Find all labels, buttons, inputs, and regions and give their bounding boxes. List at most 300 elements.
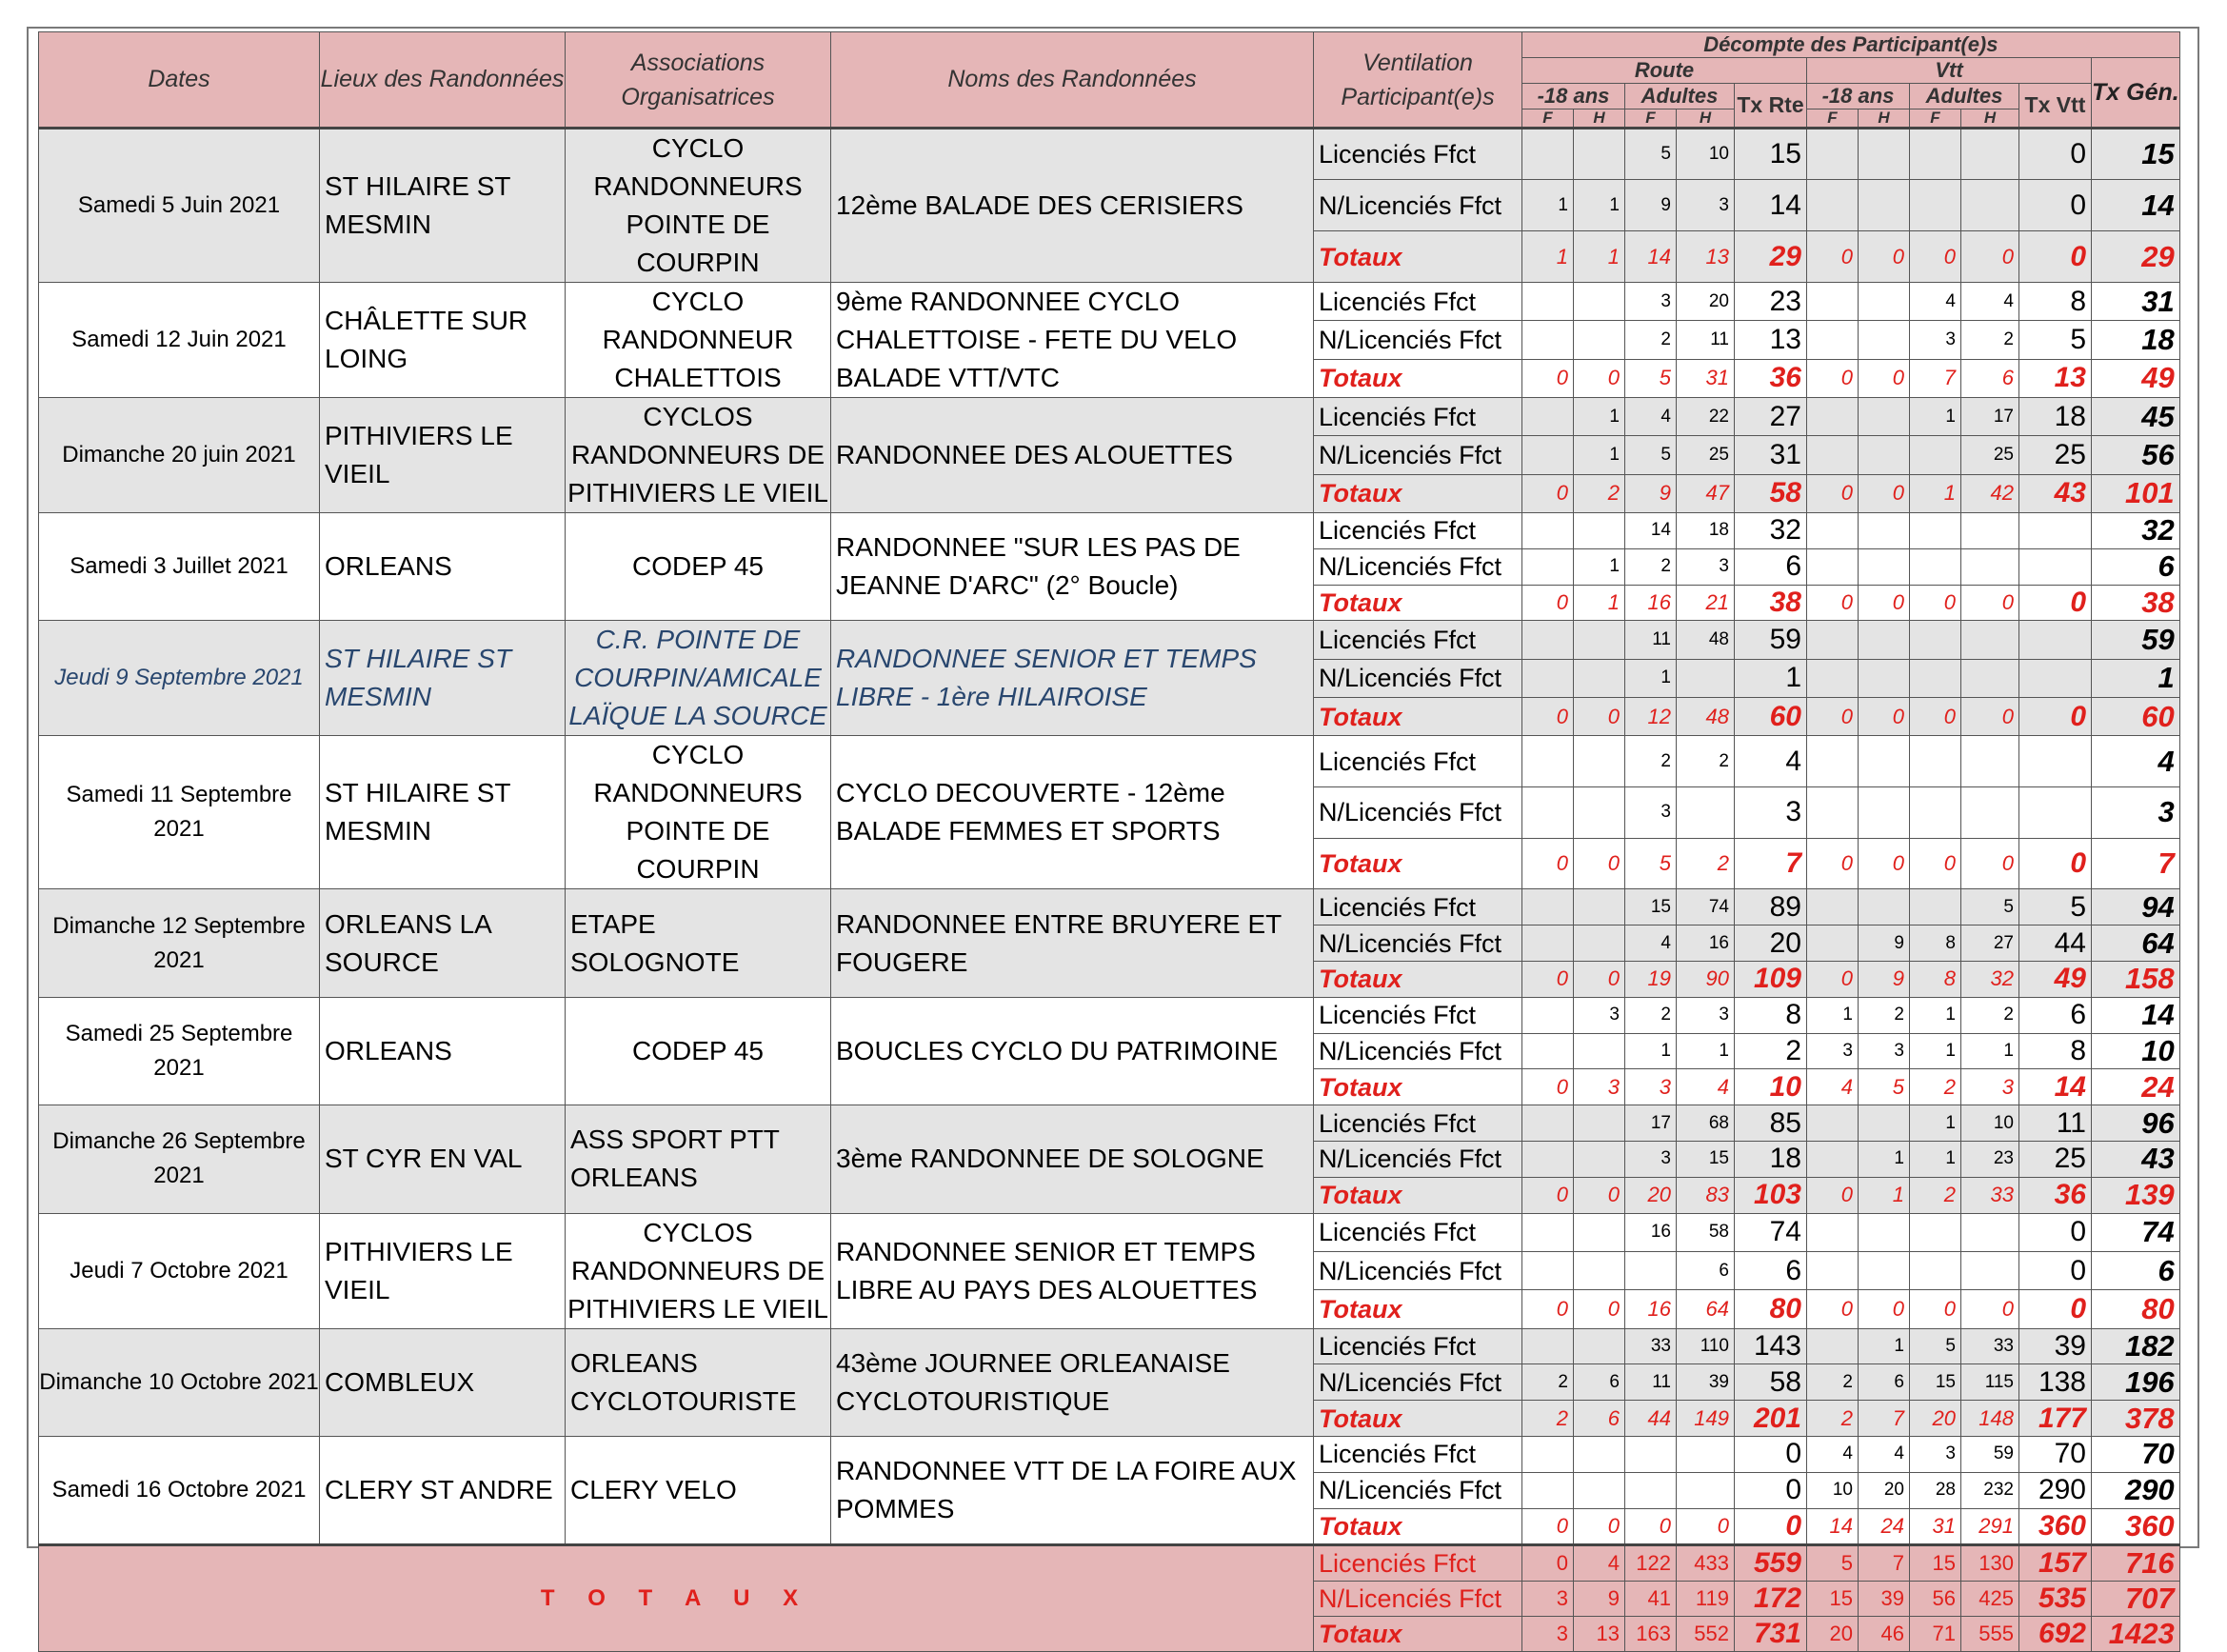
ventilation-label: N/Licenciés Ffct xyxy=(1314,436,1522,474)
tx-rte-cell: 13 xyxy=(1735,321,1807,359)
count-cell xyxy=(1961,621,2019,659)
count-cell: 13 xyxy=(1677,231,1735,283)
count-cell: 28 xyxy=(1910,1472,1961,1508)
count-cell: 1 xyxy=(1910,1105,1961,1142)
header-vtt-adultes: Adultes xyxy=(1910,84,2019,109)
count-cell: 5 xyxy=(1625,359,1677,397)
tx-gen-cell: 3 xyxy=(2092,787,2180,839)
count-cell xyxy=(1807,321,1859,359)
count-cell: 64 xyxy=(1677,1290,1735,1328)
count-cell: 0 xyxy=(1807,961,1859,997)
count-cell xyxy=(1574,621,1625,659)
ventilation-label: Totaux xyxy=(1314,231,1522,283)
tx-rte-cell: 1 xyxy=(1735,659,1807,697)
event-nom: RANDONNEE VTT DE LA FOIRE AUX POMMES xyxy=(831,1436,1314,1544)
tx-rte-cell: 10 xyxy=(1735,1069,1807,1105)
event-lieu: COMBLEUX xyxy=(320,1328,566,1436)
count-cell: 8 xyxy=(1910,926,1961,962)
count-cell: 58 xyxy=(1677,1213,1735,1251)
count-cell: 2 xyxy=(1961,997,2019,1033)
count-cell: 9 xyxy=(1859,961,1910,997)
tx-rte-cell: 60 xyxy=(1735,698,1807,736)
event-lieu: ORLEANS LA SOURCE xyxy=(320,889,566,997)
count-cell: 15 xyxy=(1910,1364,1961,1401)
count-cell: 0 xyxy=(1859,474,1910,512)
count-cell: 32 xyxy=(1961,961,2019,997)
tx-rte-cell: 27 xyxy=(1735,398,1807,436)
ventilation-label: Licenciés Ffct xyxy=(1314,283,1522,321)
count-cell: 33 xyxy=(1961,1177,2019,1213)
count-cell: 2 xyxy=(1625,321,1677,359)
tx-rte-cell: 18 xyxy=(1735,1141,1807,1177)
count-cell: 39 xyxy=(1859,1581,1910,1616)
count-cell: 2 xyxy=(1625,548,1677,585)
ventilation-label: Licenciés Ffct xyxy=(1314,736,1522,787)
count-cell: 7 xyxy=(1859,1401,1910,1437)
header-tx-gen: Tx Gén. xyxy=(2092,58,2180,129)
count-cell: 9 xyxy=(1625,180,1677,231)
tx-vtt-cell: 0 xyxy=(2019,180,2092,231)
count-cell: 149 xyxy=(1677,1401,1735,1437)
count-cell: 6 xyxy=(1961,359,2019,397)
count-cell: 2 xyxy=(1522,1401,1574,1437)
count-cell: 3 xyxy=(1910,1436,1961,1472)
tx-rte-cell: 23 xyxy=(1735,283,1807,321)
count-cell: 6 xyxy=(1574,1401,1625,1437)
ventilation-label: N/Licenciés Ffct xyxy=(1314,1364,1522,1401)
ventilation-label: Licenciés Ffct xyxy=(1314,1436,1522,1472)
count-cell xyxy=(1807,659,1859,697)
count-cell xyxy=(1807,1251,1859,1289)
count-cell xyxy=(1859,787,1910,839)
count-cell xyxy=(1807,1328,1859,1364)
tx-gen-cell: 378 xyxy=(2092,1401,2180,1437)
tx-rte-cell: 109 xyxy=(1735,961,1807,997)
count-cell: 1 xyxy=(1522,231,1574,283)
event-nom: 9ème RANDONNEE CYCLO CHALETTOISE - FETE DU VELO BALADE VTT/VTC xyxy=(831,283,1314,398)
ventilation-label: N/Licenciés Ffct xyxy=(1314,1581,1522,1616)
count-cell: 2 xyxy=(1625,997,1677,1033)
count-cell: 7 xyxy=(1859,1544,1910,1581)
count-cell: 14 xyxy=(1625,513,1677,549)
event-association: CYCLO RANDONNEURS POINTE DE COURPIN xyxy=(566,129,831,283)
count-cell: 9 xyxy=(1574,1581,1625,1616)
count-cell: 1 xyxy=(1859,1141,1910,1177)
count-cell xyxy=(1574,1141,1625,1177)
count-cell xyxy=(1910,180,1961,231)
tx-vtt-cell: 8 xyxy=(2019,1033,2092,1069)
count-cell xyxy=(1807,926,1859,962)
count-cell xyxy=(1859,436,1910,474)
ventilation-label: Totaux xyxy=(1314,1616,1522,1651)
tx-gen-cell: 94 xyxy=(2092,889,2180,926)
count-cell xyxy=(1807,398,1859,436)
count-cell xyxy=(1522,548,1574,585)
count-cell: 2 xyxy=(1910,1069,1961,1105)
count-cell xyxy=(1910,129,1961,180)
count-cell: 0 xyxy=(1807,585,1859,621)
count-cell: 33 xyxy=(1625,1328,1677,1364)
count-cell xyxy=(1859,889,1910,926)
tx-rte-cell: 15 xyxy=(1735,129,1807,180)
count-cell: 0 xyxy=(1910,231,1961,283)
ventilation-label: Totaux xyxy=(1314,838,1522,889)
count-cell: 23 xyxy=(1961,1141,2019,1177)
tx-rte-cell: 0 xyxy=(1735,1508,1807,1544)
tx-vtt-cell: 0 xyxy=(2019,129,2092,180)
count-cell xyxy=(1859,1251,1910,1289)
event-date: Samedi 11 Septembre 2021 xyxy=(39,736,320,889)
tx-vtt-cell: 157 xyxy=(2019,1544,2092,1581)
count-cell xyxy=(1961,513,2019,549)
count-cell xyxy=(1574,1328,1625,1364)
count-cell: 41 xyxy=(1625,1581,1677,1616)
tx-gen-cell: 60 xyxy=(2092,698,2180,736)
event-date: Samedi 12 Juin 2021 xyxy=(39,283,320,398)
count-cell: 0 xyxy=(1910,585,1961,621)
ventilation-label: Totaux xyxy=(1314,1508,1522,1544)
count-cell: 0 xyxy=(1807,1290,1859,1328)
table-row xyxy=(39,997,2180,1033)
count-cell: 1 xyxy=(1910,997,1961,1033)
count-cell xyxy=(1859,1213,1910,1251)
count-cell: 0 xyxy=(1574,961,1625,997)
count-cell: 5 xyxy=(1859,1069,1910,1105)
header-ventilation: Ventilation Participant(e)s xyxy=(1314,32,1522,129)
count-cell: 0 xyxy=(1522,698,1574,736)
table-row xyxy=(39,1105,2180,1142)
count-cell: 0 xyxy=(1910,838,1961,889)
count-cell: 16 xyxy=(1625,1213,1677,1251)
count-cell: 24 xyxy=(1859,1508,1910,1544)
event-lieu: ORLEANS xyxy=(320,997,566,1105)
table-row xyxy=(39,621,2180,659)
table-row xyxy=(39,1436,2180,1472)
header-dates: Dates xyxy=(39,32,320,129)
event-association: C.R. POINTE DE COURPIN/AMICALE LAÏQUE LA SOURCE xyxy=(566,621,831,736)
count-cell: 25 xyxy=(1961,436,2019,474)
count-cell: 44 xyxy=(1625,1401,1677,1437)
count-cell: 0 xyxy=(1574,1508,1625,1544)
header-route: Route xyxy=(1522,58,1807,84)
count-cell: 0 xyxy=(1522,474,1574,512)
tx-vtt-cell: 535 xyxy=(2019,1581,2092,1616)
ventilation-label: Totaux xyxy=(1314,585,1522,621)
tx-gen-cell: 80 xyxy=(2092,1290,2180,1328)
event-date: Jeudi 7 Octobre 2021 xyxy=(39,1213,320,1328)
count-cell: 2 xyxy=(1522,1364,1574,1401)
tx-vtt-cell: 138 xyxy=(2019,1364,2092,1401)
tx-rte-cell: 3 xyxy=(1735,787,1807,839)
count-cell xyxy=(1807,621,1859,659)
ventilation-label: N/Licenciés Ffct xyxy=(1314,659,1522,697)
count-cell: 0 xyxy=(1677,1508,1735,1544)
count-cell xyxy=(1574,659,1625,697)
tx-rte-cell: 38 xyxy=(1735,585,1807,621)
count-cell: 20 xyxy=(1807,1616,1859,1651)
tx-gen-cell: 716 xyxy=(2092,1544,2180,1581)
count-cell xyxy=(1961,180,2019,231)
tx-gen-cell: 32 xyxy=(2092,513,2180,549)
tx-gen-cell: 74 xyxy=(2092,1213,2180,1251)
tx-vtt-cell: 5 xyxy=(2019,321,2092,359)
header-h: H xyxy=(1574,109,1625,129)
ventilation-label: N/Licenciés Ffct xyxy=(1314,548,1522,585)
count-cell: 115 xyxy=(1961,1364,2019,1401)
tx-rte-cell: 2 xyxy=(1735,1033,1807,1069)
count-cell: 0 xyxy=(1807,231,1859,283)
count-cell: 552 xyxy=(1677,1616,1735,1651)
count-cell: 0 xyxy=(1859,1290,1910,1328)
tx-vtt-cell: 0 xyxy=(2019,231,2092,283)
count-cell xyxy=(1807,889,1859,926)
tx-vtt-cell xyxy=(2019,736,2092,787)
count-cell: 5 xyxy=(1807,1544,1859,1581)
count-cell xyxy=(1574,1251,1625,1289)
event-lieu: ST HILAIRE ST MESMIN xyxy=(320,736,566,889)
event-lieu: ORLEANS xyxy=(320,513,566,621)
tx-gen-cell: 15 xyxy=(2092,129,2180,180)
count-cell: 15 xyxy=(1910,1544,1961,1581)
count-cell: 3 xyxy=(1522,1616,1574,1651)
tx-gen-cell: 59 xyxy=(2092,621,2180,659)
count-cell: 27 xyxy=(1961,926,2019,962)
count-cell: 12 xyxy=(1625,698,1677,736)
tx-vtt-cell: 39 xyxy=(2019,1328,2092,1364)
ventilation-label: Licenciés Ffct xyxy=(1314,513,1522,549)
count-cell xyxy=(1574,787,1625,839)
count-cell xyxy=(1625,1436,1677,1472)
event-nom: CYCLO DECOUVERTE - 12ème BALADE FEMMES ET SPORTS xyxy=(831,736,1314,889)
table-row xyxy=(39,1213,2180,1251)
count-cell: 0 xyxy=(1522,585,1574,621)
count-cell xyxy=(1807,1105,1859,1142)
ventilation-label: Totaux xyxy=(1314,698,1522,736)
tx-vtt-cell: 25 xyxy=(2019,1141,2092,1177)
count-cell: 1 xyxy=(1910,398,1961,436)
totals-label: T O T A U X xyxy=(39,1544,1314,1651)
tx-vtt-cell: 0 xyxy=(2019,1213,2092,1251)
header-h: H xyxy=(1859,109,1910,129)
tx-vtt-cell: 25 xyxy=(2019,436,2092,474)
tx-rte-cell: 20 xyxy=(1735,926,1807,962)
tx-vtt-cell: 290 xyxy=(2019,1472,2092,1508)
count-cell: 22 xyxy=(1677,398,1735,436)
tx-rte-cell: 0 xyxy=(1735,1472,1807,1508)
count-cell: 15 xyxy=(1625,889,1677,926)
count-cell: 0 xyxy=(1961,698,2019,736)
participants-table xyxy=(38,31,2180,1652)
tx-vtt-cell: 49 xyxy=(2019,961,2092,997)
count-cell: 0 xyxy=(1859,838,1910,889)
count-cell xyxy=(1910,736,1961,787)
count-cell: 1 xyxy=(1859,1328,1910,1364)
count-cell xyxy=(1625,1472,1677,1508)
count-cell: 0 xyxy=(1574,838,1625,889)
tx-rte-cell: 731 xyxy=(1735,1616,1807,1651)
count-cell xyxy=(1859,736,1910,787)
ventilation-label: Totaux xyxy=(1314,1069,1522,1105)
ventilation-label: N/Licenciés Ffct xyxy=(1314,926,1522,962)
table-row xyxy=(39,889,2180,926)
count-cell xyxy=(1677,1472,1735,1508)
count-cell: 1 xyxy=(1625,659,1677,697)
count-cell: 1 xyxy=(1859,1177,1910,1213)
count-cell xyxy=(1859,129,1910,180)
ventilation-label: Licenciés Ffct xyxy=(1314,889,1522,926)
tx-gen-cell: 101 xyxy=(2092,474,2180,512)
count-cell xyxy=(1574,1105,1625,1142)
tx-vtt-cell xyxy=(2019,787,2092,839)
count-cell: 0 xyxy=(1574,698,1625,736)
header-tx-vtt: Tx Vtt xyxy=(2019,84,2092,129)
event-association: CODEP 45 xyxy=(566,997,831,1105)
count-cell xyxy=(1859,180,1910,231)
count-cell: 291 xyxy=(1961,1508,2019,1544)
tx-rte-cell: 172 xyxy=(1735,1581,1807,1616)
count-cell: 74 xyxy=(1677,889,1735,926)
ventilation-label: Licenciés Ffct xyxy=(1314,997,1522,1033)
event-date: Dimanche 20 juin 2021 xyxy=(39,398,320,513)
count-cell: 48 xyxy=(1677,698,1735,736)
count-cell xyxy=(1522,736,1574,787)
event-nom: 43ème JOURNEE ORLEANAISE CYCLOTOURISTIQUE xyxy=(831,1328,1314,1436)
count-cell: 39 xyxy=(1677,1364,1735,1401)
event-date: Samedi 25 Septembre 2021 xyxy=(39,997,320,1105)
count-cell: 31 xyxy=(1677,359,1735,397)
ventilation-label: N/Licenciés Ffct xyxy=(1314,1141,1522,1177)
tx-gen-cell: 10 xyxy=(2092,1033,2180,1069)
tx-vtt-cell: 6 xyxy=(2019,997,2092,1033)
count-cell: 11 xyxy=(1625,621,1677,659)
table-row xyxy=(39,736,2180,787)
count-cell: 3 xyxy=(1625,1069,1677,1105)
count-cell xyxy=(1910,513,1961,549)
tx-gen-cell: 139 xyxy=(2092,1177,2180,1213)
count-cell: 2 xyxy=(1807,1364,1859,1401)
ventilation-label: N/Licenciés Ffct xyxy=(1314,180,1522,231)
count-cell: 20 xyxy=(1859,1472,1910,1508)
count-cell xyxy=(1574,283,1625,321)
count-cell: 0 xyxy=(1807,1177,1859,1213)
count-cell xyxy=(1807,436,1859,474)
event-association: CLERY VELO xyxy=(566,1436,831,1544)
tx-rte-cell: 85 xyxy=(1735,1105,1807,1142)
count-cell: 0 xyxy=(1807,698,1859,736)
count-cell: 0 xyxy=(1859,359,1910,397)
count-cell: 4 xyxy=(1625,398,1677,436)
tx-vtt-cell: 0 xyxy=(2019,585,2092,621)
count-cell xyxy=(1522,621,1574,659)
ventilation-label: Totaux xyxy=(1314,961,1522,997)
count-cell xyxy=(1961,659,2019,697)
count-cell xyxy=(1859,548,1910,585)
count-cell xyxy=(1807,548,1859,585)
count-cell: 4 xyxy=(1574,1544,1625,1581)
header-route-moins18: -18 ans xyxy=(1522,84,1625,109)
tx-rte-cell: 14 xyxy=(1735,180,1807,231)
count-cell: 71 xyxy=(1910,1616,1961,1651)
tx-vtt-cell: 0 xyxy=(2019,1290,2092,1328)
tx-gen-cell: 29 xyxy=(2092,231,2180,283)
count-cell: 3 xyxy=(1677,997,1735,1033)
count-cell: 425 xyxy=(1961,1581,2019,1616)
count-cell: 1 xyxy=(1574,180,1625,231)
tx-rte-cell: 201 xyxy=(1735,1401,1807,1437)
tx-rte-cell: 103 xyxy=(1735,1177,1807,1213)
count-cell xyxy=(1522,997,1574,1033)
count-cell xyxy=(1961,736,2019,787)
tx-rte-cell: 29 xyxy=(1735,231,1807,283)
tx-vtt-cell: 692 xyxy=(2019,1616,2092,1651)
count-cell xyxy=(1807,1213,1859,1251)
ventilation-label: Licenciés Ffct xyxy=(1314,1544,1522,1581)
event-date: Samedi 5 Juin 2021 xyxy=(39,129,320,283)
tx-vtt-cell: 18 xyxy=(2019,398,2092,436)
count-cell: 148 xyxy=(1961,1401,2019,1437)
event-lieu: PITHIVIERS LE VIEIL xyxy=(320,398,566,513)
count-cell xyxy=(1859,513,1910,549)
ventilation-label: Licenciés Ffct xyxy=(1314,1328,1522,1364)
tx-gen-cell: 290 xyxy=(2092,1472,2180,1508)
count-cell xyxy=(1961,129,2019,180)
count-cell: 0 xyxy=(1522,961,1574,997)
count-cell: 555 xyxy=(1961,1616,2019,1651)
tx-vtt-cell: 8 xyxy=(2019,283,2092,321)
header-f: F xyxy=(1625,109,1677,129)
count-cell: 1 xyxy=(1574,585,1625,621)
event-nom: RANDONNEE SENIOR ET TEMPS LIBRE AU PAYS DES ALOUETTES xyxy=(831,1213,1314,1328)
count-cell: 15 xyxy=(1677,1141,1735,1177)
event-nom: BOUCLES CYCLO DU PATRIMOINE xyxy=(831,997,1314,1105)
tx-vtt-cell: 14 xyxy=(2019,1069,2092,1105)
ventilation-label: Totaux xyxy=(1314,1290,1522,1328)
count-cell: 4 xyxy=(1961,283,2019,321)
count-cell: 0 xyxy=(1859,231,1910,283)
tx-gen-cell: 14 xyxy=(2092,997,2180,1033)
count-cell: 11 xyxy=(1677,321,1735,359)
count-cell: 5 xyxy=(1910,1328,1961,1364)
count-cell: 1 xyxy=(1910,474,1961,512)
tx-vtt-cell: 43 xyxy=(2019,474,2092,512)
count-cell: 46 xyxy=(1859,1616,1910,1651)
ventilation-label: N/Licenciés Ffct xyxy=(1314,1251,1522,1289)
count-cell xyxy=(1522,321,1574,359)
tx-gen-cell: 49 xyxy=(2092,359,2180,397)
count-cell xyxy=(1574,1213,1625,1251)
count-cell: 3 xyxy=(1807,1033,1859,1069)
count-cell xyxy=(1677,659,1735,697)
count-cell: 0 xyxy=(1574,359,1625,397)
tx-gen-cell: 707 xyxy=(2092,1581,2180,1616)
count-cell: 1 xyxy=(1574,548,1625,585)
count-cell xyxy=(1910,436,1961,474)
event-lieu: ST CYR EN VAL xyxy=(320,1105,566,1213)
count-cell: 0 xyxy=(1522,1177,1574,1213)
tx-rte-cell: 7 xyxy=(1735,838,1807,889)
header-f: F xyxy=(1807,109,1859,129)
event-association: CYCLOS RANDONNEURS DE PITHIVIERS LE VIEIL xyxy=(566,1213,831,1328)
tx-rte-cell: 58 xyxy=(1735,474,1807,512)
count-cell: 13 xyxy=(1574,1616,1625,1651)
tx-rte-cell: 74 xyxy=(1735,1213,1807,1251)
header-f: F xyxy=(1522,109,1574,129)
count-cell: 17 xyxy=(1625,1105,1677,1142)
event-date: Dimanche 12 Septembre 2021 xyxy=(39,889,320,997)
tx-vtt-cell xyxy=(2019,513,2092,549)
count-cell xyxy=(1522,1328,1574,1364)
count-cell xyxy=(1625,1251,1677,1289)
